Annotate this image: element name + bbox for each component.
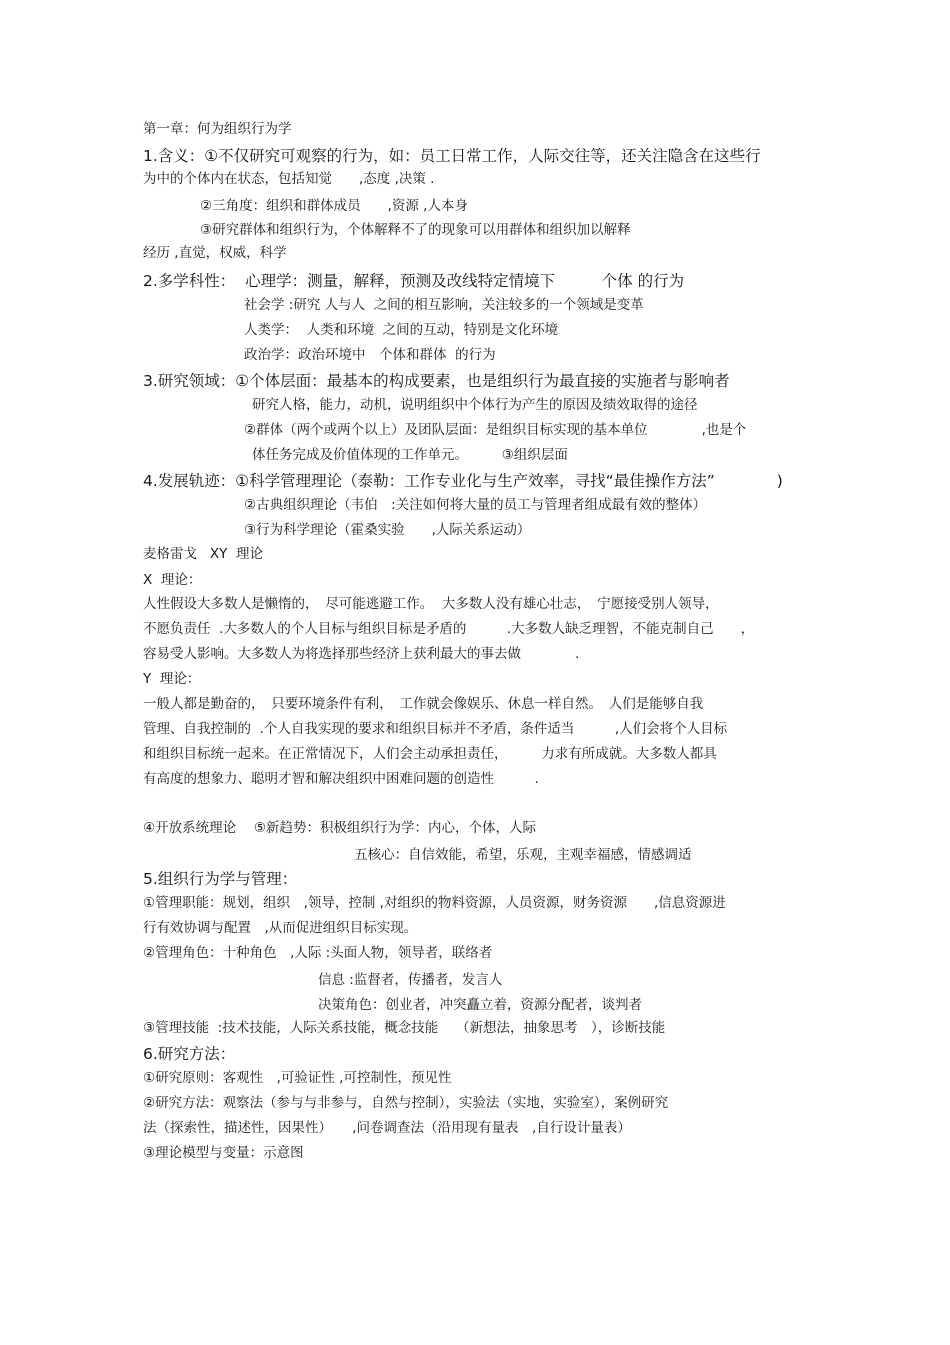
text-line: X 理论： bbox=[143, 572, 202, 588]
text-line: 政治学：政治环境中 个体和群体 的行为 bbox=[244, 347, 496, 363]
text-line: ③行为科学理论（霍桑实验 ,人际关系运动） bbox=[244, 522, 531, 538]
section-heading: 3.研究领域：①个体层面：最基本的构成要素，也是组织行为最直接的实施者与影响者 bbox=[143, 372, 730, 390]
text-line: 有高度的想象力、聪明才智和解决组织中困难问题的创造性 . bbox=[143, 771, 539, 787]
text-line: 研究人格，能力，动机，说明组织中个体行为产生的原因及绩效取得的途径 bbox=[252, 397, 698, 413]
section-heading: 4.发展轨迹：①科学管理理论（泰勒：工作专业化与生产效率，寻找“最佳操作方法” ) bbox=[143, 472, 783, 490]
section-heading: 6.研究方法： bbox=[143, 1045, 236, 1063]
text-line: 管理、自我控制的 .个人自我实现的要求和组织目标并不矛盾，条件适当 ,人们会将个人目标 bbox=[143, 721, 728, 737]
text-line: 行有效协调与配置 ,从而促进组织目标实现。 bbox=[143, 920, 418, 936]
text-line: 一般人都是勤奋的， 只要环境条件有利， 工作就会像娱乐、休息一样自然。 人们是能够自我 bbox=[143, 696, 704, 712]
text-line: 决策角色：创业者，冲突矗立着，资源分配者，谈判者 bbox=[318, 997, 642, 1013]
text-line: 人类学： 人类和环境 之间的互动，特别是文化环境 bbox=[244, 322, 559, 338]
text-line: ④开放系统理论 ⑤新趋势：积极组织行为学：内心，个体，人际 bbox=[143, 820, 536, 836]
chapter-title: 第一章：何为组织行为学 bbox=[143, 121, 292, 137]
text-line: Y 理论： bbox=[143, 671, 201, 687]
text-line: ②研究方法：观察法（参与与非参与，自然与控制），实验法（实地，实验室），案例研究 bbox=[143, 1095, 669, 1111]
text-line: 和组织目标统一起来。在正常情况下，人们会主动承担责任， 力求有所成就。大多数人都具 bbox=[143, 746, 717, 762]
text-line: ②管理角色：十种角色 ,人际 :头面人物，领导者，联络者 bbox=[143, 945, 493, 961]
text-line: ②古典组织理论（韦伯 :关注如何将大量的员工与管理者组成最有效的整体） bbox=[244, 497, 707, 513]
text-line: ①研究原则：客观性 ,可验证性 ,可控制性，预见性 bbox=[143, 1070, 452, 1086]
text-line: 不愿负责任 .大多数人的个人目标与组织目标是矛盾的 .大多数人缺乏理智，不能克制自己 ， bbox=[143, 621, 755, 637]
text-line: 麦格雷戈 XY 理论 bbox=[143, 546, 263, 562]
text-line: 法（探索性，描述性，因果性） ,问卷调查法（沿用现有量表 ,自行设计量表） bbox=[143, 1120, 631, 1136]
text-line: ②三角度：组织和群体成员 ,资源 ,人本身 bbox=[200, 198, 468, 214]
text-line: 经历 ,直觉，权威，科学 bbox=[143, 245, 287, 261]
section-heading: 5.组织行为学与管理： bbox=[143, 870, 298, 888]
text-line: ③理论模型与变量：示意图 bbox=[143, 1145, 304, 1161]
text-line: ①管理职能：规划，组织 ,领导，控制 ,对组织的物料资源，人员资源，财务资源 ,信息资源进 bbox=[143, 895, 726, 911]
text-line: 体任务完成及价值体现的工作单元。 ③组织层面 bbox=[252, 447, 568, 463]
text-line: 五核心：自信效能，希望，乐观，主观幸福感，情感调适 bbox=[354, 847, 692, 863]
text-line: 为中的个体内在状态，包括知觉 ,态度 ,决策 . bbox=[143, 171, 435, 187]
text-line: 容易受人影响。大多数人为将选择那些经济上获利最大的事去做 . bbox=[143, 646, 580, 662]
text-line: 信息 :监督者，传播者，发言人 bbox=[318, 972, 503, 988]
text-line: 1.含义：①不仅研究可观察的行为，如：员工日常工作，人际交往等，还关注隐含在这些行 bbox=[143, 147, 761, 165]
text-line: ③管理技能 :技术技能，人际关系技能，概念技能 （新想法，抽象思考 ），诊断技能 bbox=[143, 1020, 666, 1036]
text-line: 社会学 :研究 人与人 之间的相互影响，关注较多的一个领域是变革 bbox=[244, 297, 644, 313]
text-line: ②群体（两个或两个以上）及团队层面：是组织目标实现的基本单位 ,也是个 bbox=[244, 422, 747, 438]
section-heading: 2.多学科性： 心理学：测量，解释，预测及改线特定情境下 个体 的行为 bbox=[143, 272, 685, 290]
text-line: 人性假设大多数人是懒惰的， 尽可能逃避工作。 大多数人没有雄心壮志， 宁愿接受别人领导， bbox=[143, 596, 719, 612]
text-line: ③研究群体和组织行为，个体解释不了的现象可以用群体和组织加以解释 bbox=[200, 222, 631, 238]
